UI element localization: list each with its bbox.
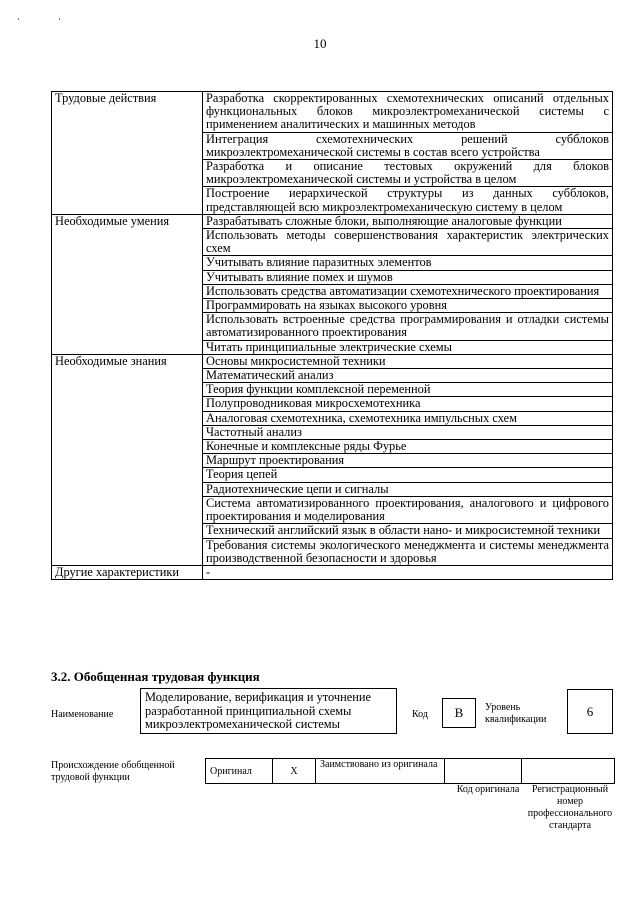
code-original-caption: Код оригинала <box>456 784 520 795</box>
requirement-item: Использовать методы совершенствования характеристик электрических схем <box>203 229 613 256</box>
origin-label: Происхождение обобщенной трудовой функции <box>51 760 175 783</box>
requirement-item: Частотный анализ <box>203 425 613 439</box>
scan-dot: · <box>58 14 61 24</box>
requirement-item: Теория цепей <box>203 468 613 482</box>
requirement-item: Разработка и описание тестовых окружений для блоков микроэлектромеханической системы и устройства в целом <box>203 160 613 187</box>
level-label: Уровень квалификации <box>485 702 547 725</box>
function-name: Моделирование, верификация и уточнение разработанной принципиальной схемы микроэлектромеханической системы <box>140 688 397 734</box>
requirement-item: - <box>203 565 613 579</box>
section-title: 3.2. Обобщенная трудовая функция <box>51 669 260 684</box>
requirement-item: Читать принципиальные электрические схемы <box>203 340 613 354</box>
requirement-item: Маршрут проектирования <box>203 454 613 468</box>
requirement-item: Аналоговая схемотехника, схемотехника импульсных схем <box>203 411 613 425</box>
requirement-item: Требования системы экологического менеджмента и системы менеджмента производственной безопасности и здоровья <box>203 538 613 565</box>
requirement-item: Интеграция схемотехнических решений субблоков микроэлектромеханической системы в состав всего устройства <box>203 132 613 159</box>
table-row <box>52 92 613 133</box>
row-group-label: Трудовые действия <box>52 92 203 215</box>
requirement-item: Полупроводниковая микросхемотехника <box>203 397 613 411</box>
row-group-label: Необходимые знания <box>52 354 203 565</box>
requirement-item: Теория функции комплексной переменной <box>203 383 613 397</box>
requirement-item: Использовать встроенные средства программирования и отладки системы автоматизированного проектирования <box>203 313 613 340</box>
requirement-item: Использовать средства автоматизации схемотехнического проектирования <box>203 284 613 298</box>
row-group-label: Необходимые умения <box>52 214 203 354</box>
code-label: Код <box>412 709 428 720</box>
requirement-item: Учитывать влияние помех и шумов <box>203 270 613 284</box>
code-value: B <box>442 698 476 728</box>
requirement-item: Система автоматизированного проектирования, аналогового и цифрового проектирования и моделирования <box>203 496 613 523</box>
name-label: Наименование <box>51 709 114 720</box>
origin-reg-cell <box>522 759 615 784</box>
reg-number-caption: Регистрационный номер профессионального стандарта <box>527 784 613 831</box>
requirement-item: Радиотехнические цепи и сигналы <box>203 482 613 496</box>
table-row <box>52 354 613 368</box>
requirement-item: Построение иерархической структуры из данных субблоков, представляющей всю микроэлектромеханическую систему в целом <box>203 187 613 214</box>
origin-code-cell <box>445 759 522 784</box>
origin-table <box>205 758 615 784</box>
requirement-item: Программировать на языках высокого уровня <box>203 299 613 313</box>
requirement-item: Учитывать влияние паразитных элементов <box>203 256 613 270</box>
requirement-item: Разрабатывать сложные блоки, выполняющие аналоговые функции <box>203 214 613 228</box>
table-row <box>52 565 613 579</box>
requirement-item: Математический анализ <box>203 369 613 383</box>
requirements-table <box>51 91 613 580</box>
original-label: Оригинал <box>206 759 273 784</box>
requirement-item: Разработка скорректированных схемотехнических описаний отдельных функциональных блоков микроэлектромеханической системы с применением аналитических и машинных методов <box>203 92 613 133</box>
table-row <box>52 214 613 228</box>
original-mark: X <box>273 759 316 784</box>
requirement-item: Конечные и комплексные ряды Фурье <box>203 440 613 454</box>
requirement-item: Технический английский язык в области нано- и микросистемной техники <box>203 524 613 538</box>
level-value: 6 <box>567 689 613 734</box>
borrowed-label: Заимствовано из оригинала <box>316 759 445 784</box>
scan-dot: · <box>17 14 20 24</box>
row-group-label: Другие характеристики <box>52 565 203 579</box>
page-number: 10 <box>313 36 327 51</box>
requirement-item: Основы микросистемной техники <box>203 354 613 368</box>
